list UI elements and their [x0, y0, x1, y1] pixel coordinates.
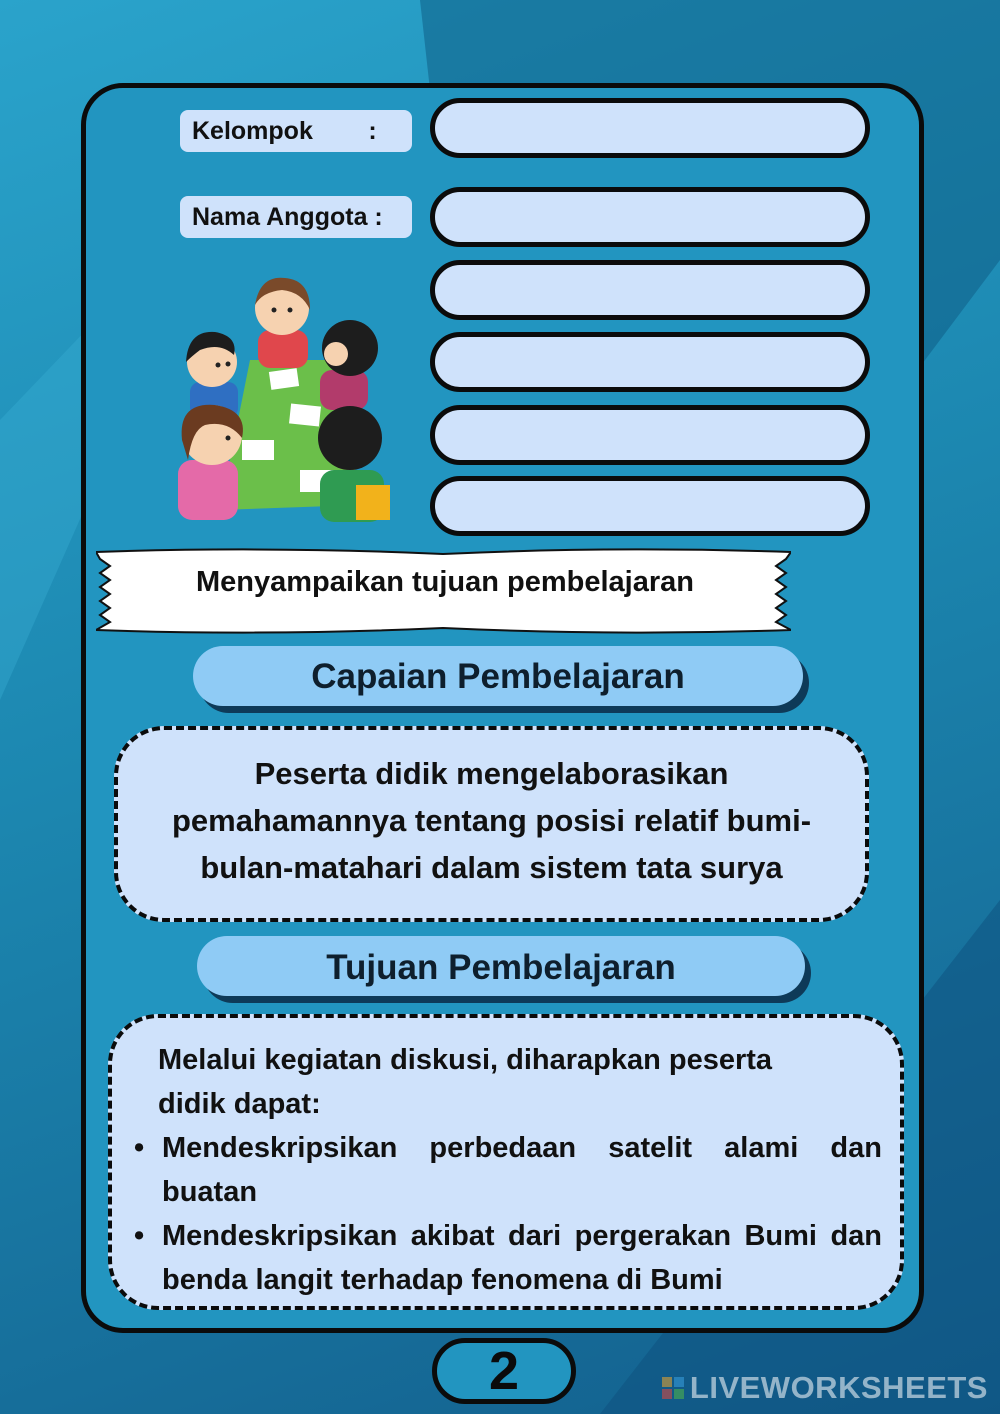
capaian-line-2: pemahamannya tentang posisi relatif bumi-	[171, 803, 812, 838]
tujuan-list	[134, 1126, 882, 1302]
capaian-box	[114, 726, 869, 922]
tujuan-item-1: • Mendeskripsikan perbedaan satelit alami dan buatan	[134, 1126, 882, 1214]
anggota-input-2[interactable]	[430, 260, 870, 320]
group-discussion-illustration	[170, 270, 400, 525]
capaian-line-1: Peserta didik mengelaborasikan	[254, 756, 729, 791]
anggota-input-4[interactable]	[430, 405, 870, 465]
liveworksheets-logo-icon	[662, 1377, 684, 1399]
anggota-input-3[interactable]	[430, 332, 870, 392]
tujuan-title: Tujuan Pembelajaran	[197, 936, 805, 996]
tujuan-box	[108, 1014, 904, 1310]
watermark-text: LIVEWORKSHEETS	[689, 1370, 988, 1405]
anggota-input-5[interactable]	[430, 476, 870, 536]
capaian-line-3: bulan-matahari dalam sistem tata surya	[200, 850, 783, 885]
kelompok-input[interactable]	[430, 98, 870, 158]
tujuan-item-2: • Mendeskripsikan akibat dari pergerakan Bumi dan benda langit terhadap fenomena di Bumi	[134, 1214, 882, 1302]
kelompok-label: Kelompok :	[180, 110, 412, 152]
anggota-input-1[interactable]	[430, 187, 870, 247]
banner-text: Menyampaikan tujuan pembelajaran	[196, 566, 694, 598]
capaian-title: Capaian Pembelajaran	[193, 646, 803, 706]
page-number: 2	[432, 1338, 576, 1404]
liveworksheets-watermark	[662, 1370, 988, 1406]
nama-anggota-label: Nama Anggota :	[180, 196, 412, 238]
tujuan-intro: Melalui kegiatan diskusi, diharapkan peserta didik dapat:	[158, 1044, 773, 1120]
